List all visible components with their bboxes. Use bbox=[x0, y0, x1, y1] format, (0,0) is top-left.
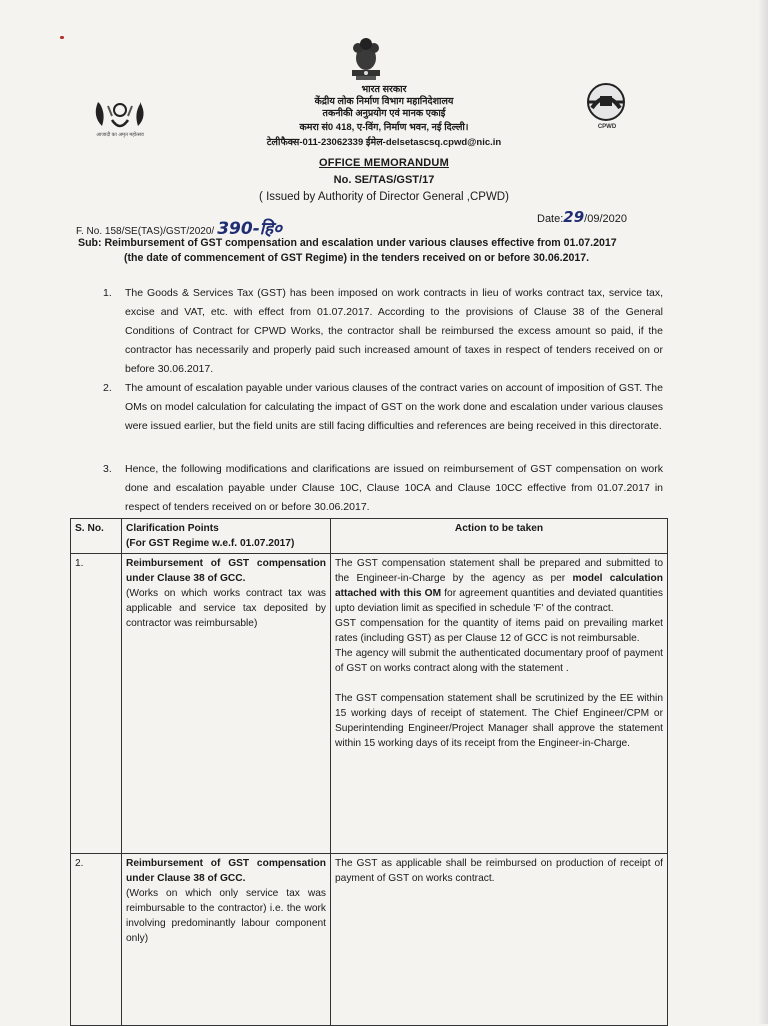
action-text: for agreement quantities and deviated quantities upto deviation limit as specified in schedule 'F' of the contract. bbox=[335, 588, 664, 614]
row-point-note: (Works on which works contract tax was applicable and service tax deposited by contractor was reimbursable) bbox=[126, 588, 326, 629]
memo-date bbox=[537, 208, 627, 226]
page-edge bbox=[758, 0, 768, 1024]
paragraph-text: Hence, the following modifications and clarifications are issued on reimbursement of GST compensation on work done and escalation payable under Clause 10C, Clause 10CA and Clause 10CC effective from 01.07.2017 in respect of tenders received on or before 30.06.2017. bbox=[125, 463, 663, 513]
paragraph-number: 1. bbox=[103, 287, 112, 299]
national-emblem-icon bbox=[346, 32, 386, 84]
header-line-unit: तकनीकी अनुप्रयोग एवं मानक एकाई bbox=[322, 108, 446, 119]
subject-line-1: Sub: Reimbursement of GST compensation and escalation under various clauses effective from 01.07.2017 bbox=[78, 237, 617, 249]
row-point bbox=[122, 554, 331, 854]
action-para-1 bbox=[335, 556, 663, 616]
row-point-note: (Works on which only service tax was reimbursable to the contractor) i.e. the work involving predominantly labour component only) bbox=[126, 888, 326, 944]
paragraph-text: The Goods & Services Tax (GST) has been imposed on work contracts in lieu of works contract tax, service tax, excise and VAT, etc. with effect from 01.07.2017. According to the provisions of Clause 38 of the General Conditions of Contract for CPWD Works, the contractor shall be reimbursed the excess amount so paid, if the contractor has necessarily and properly paid such increased amount of taxes in respect of tenders received on or before 30.06.2017. bbox=[125, 287, 663, 375]
action-para-3: The agency will submit the authenticated documentary proof of payment of GST on works contract along with the statement . bbox=[335, 648, 663, 674]
header-line-directorate: केंद्रीय लोक निर्माण विभाग महानिदेशालय bbox=[314, 96, 454, 107]
header-line-contact: टेलीफैक्स-011-23062339 ईमेल-delsetascsq.cpwd@nic.in bbox=[266, 137, 502, 148]
paragraph-3 bbox=[103, 460, 663, 517]
header-point-line-2: (For GST Regime w.e.f. 01.07.2017) bbox=[126, 538, 295, 549]
row-action bbox=[331, 554, 668, 854]
header-line-government: भारत सरकार bbox=[361, 84, 407, 95]
clarification-table bbox=[70, 518, 668, 1026]
spacer bbox=[335, 676, 663, 691]
table-header-row bbox=[71, 519, 668, 554]
ink-mark bbox=[60, 36, 64, 39]
header-sno: S. No. bbox=[71, 519, 122, 554]
action-text-bold: model calculation attached with this OM bbox=[335, 573, 664, 599]
action-para-1: The GST as applicable shall be reimbursed on production of receipt of payment of GST on works contract. bbox=[335, 858, 663, 884]
action-para-4: The GST compensation statement shall be scrutinized by the EE within 15 working days of receipt of statement. The Chief Engineer/CPM or Superintending Engineer/Project Manager shall approve the statement within 15 working days of its receipt from the Engineer-in-Charge. bbox=[335, 693, 663, 749]
header-point-line-1: Clarification Points bbox=[126, 523, 219, 534]
row-point-title: Reimbursement of GST compensation under Clause 38 of GCC. bbox=[126, 558, 326, 584]
row-point-title: Reimbursement of GST compensation under Clause 38 of GCC. bbox=[126, 858, 326, 884]
row-action bbox=[331, 854, 668, 1026]
header-clarification-points bbox=[122, 519, 331, 554]
subject-line-2: (the date of commencement of GST Regime) in the tenders received on or before 30.06.2017. bbox=[124, 252, 590, 264]
header-action: Action to be taken bbox=[331, 519, 668, 554]
memo-number: No. SE/TAS/GST/17 bbox=[333, 174, 435, 186]
row-point bbox=[122, 854, 331, 1026]
right-logo-caption: CPWD bbox=[597, 124, 617, 130]
paragraph-number: 3. bbox=[103, 463, 112, 475]
row-sno: 1. bbox=[71, 554, 122, 854]
paragraph-1 bbox=[103, 284, 663, 379]
action-text: The GST compensation statement shall be prepared and submitted to the Engineer-in-Charge by the agency as per bbox=[335, 558, 663, 584]
left-logo-caption: आजादी का अमृत महोत्सव bbox=[96, 132, 144, 138]
file-number-printed: F. No. 158/SE(TAS)/GST/2020/ bbox=[76, 226, 215, 237]
paragraph-number: 2. bbox=[103, 382, 112, 394]
paragraph-text: The amount of escalation payable under various clauses of the contract varies on account of imposition of GST. The OMs on model calculation for calculating the impact of GST on the work done and escalation under various clauses were issued earlier, but the field units are still facing difficulties and references are being received in this directorate. bbox=[125, 382, 663, 432]
file-number-handwritten: 390-हि० bbox=[217, 219, 283, 239]
action-para-2: GST compensation for the quantity of items paid on prevailing market rates (including GST) as per Clause 12 of GCC is not reimbursable. bbox=[335, 618, 663, 644]
issued-by: ( Issued by Authority of Director General ,CPWD) bbox=[259, 191, 509, 203]
memo-title: OFFICE MEMORANDUM bbox=[319, 157, 449, 169]
table-row bbox=[71, 554, 668, 854]
date-label: Date: bbox=[537, 213, 564, 225]
row-sno: 2. bbox=[71, 854, 122, 1026]
header-line-address: कमरा सं0 418, ए-विंग, निर्माण भवन, नई दिल्ली। bbox=[299, 122, 469, 133]
date-day-handwritten: 29 bbox=[563, 208, 585, 226]
paragraph-2 bbox=[103, 379, 663, 436]
date-rest: /09/2020 bbox=[584, 213, 627, 225]
subject bbox=[78, 236, 658, 266]
table-row bbox=[71, 854, 668, 1026]
